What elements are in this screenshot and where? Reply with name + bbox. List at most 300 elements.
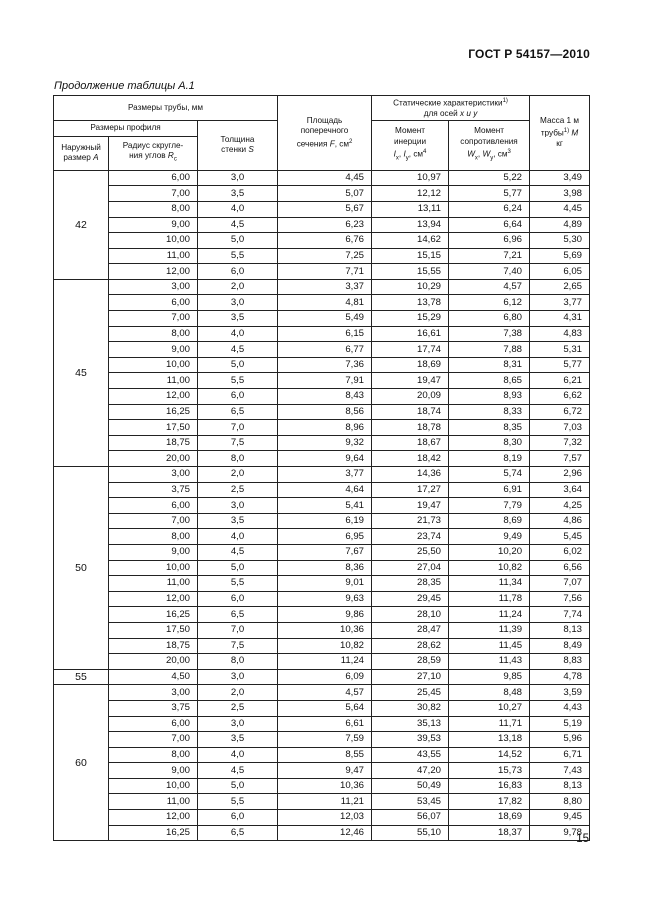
resistance-cell: 8,19 bbox=[449, 451, 530, 467]
inertia-cell: 18,74 bbox=[372, 404, 449, 420]
area-cell: 7,59 bbox=[278, 732, 372, 748]
inertia-cell: 56,07 bbox=[372, 810, 449, 826]
table-row bbox=[54, 685, 590, 701]
area-cell: 9,63 bbox=[278, 591, 372, 607]
radius-cell: 11,00 bbox=[109, 794, 198, 810]
inertia-cell: 23,74 bbox=[372, 529, 449, 545]
inertia-cell: 13,78 bbox=[372, 295, 449, 311]
header-corner-radius: Радиус скругле- ния углов $R_c$ bbox=[109, 136, 198, 170]
area-cell: 10,82 bbox=[278, 638, 372, 654]
table-row bbox=[54, 529, 590, 545]
wall-cell: 2,0 bbox=[198, 279, 278, 295]
wall-cell: 5,0 bbox=[198, 560, 278, 576]
resistance-cell: 18,69 bbox=[449, 810, 530, 826]
header-profile-sizes: Размеры профиля bbox=[54, 120, 198, 136]
table-row bbox=[54, 186, 590, 202]
area-cell: 8,36 bbox=[278, 560, 372, 576]
inertia-cell: 16,61 bbox=[372, 326, 449, 342]
radius-cell: 18,75 bbox=[109, 638, 198, 654]
area-cell: 6,76 bbox=[278, 233, 372, 249]
inertia-cell: 28,47 bbox=[372, 622, 449, 638]
table-row bbox=[54, 810, 590, 826]
inertia-cell: 53,45 bbox=[372, 794, 449, 810]
outer-size-cell: 55 bbox=[54, 669, 109, 685]
inertia-cell: 15,29 bbox=[372, 311, 449, 327]
table-row bbox=[54, 622, 590, 638]
header-pipe-sizes: Размеры трубы, мм bbox=[54, 96, 278, 121]
inertia-cell: 47,20 bbox=[372, 763, 449, 779]
radius-cell: 16,25 bbox=[109, 607, 198, 623]
wall-cell: 5,0 bbox=[198, 357, 278, 373]
resistance-cell: 10,20 bbox=[449, 544, 530, 560]
area-cell: 5,41 bbox=[278, 498, 372, 514]
wall-cell: 4,5 bbox=[198, 544, 278, 560]
table-row bbox=[54, 467, 590, 483]
radius-cell: 4,50 bbox=[109, 669, 198, 685]
resistance-cell: 11,24 bbox=[449, 607, 530, 623]
wall-cell: 6,0 bbox=[198, 264, 278, 280]
table-row bbox=[54, 248, 590, 264]
mass-cell: 4,78 bbox=[530, 669, 590, 685]
wall-cell: 4,5 bbox=[198, 763, 278, 779]
area-cell: 6,19 bbox=[278, 513, 372, 529]
resistance-cell: 16,83 bbox=[449, 778, 530, 794]
resistance-cell: 4,57 bbox=[449, 279, 530, 295]
area-cell: 3,77 bbox=[278, 467, 372, 483]
radius-cell: 3,00 bbox=[109, 467, 198, 483]
wall-cell: 8,0 bbox=[198, 654, 278, 670]
table-row bbox=[54, 420, 590, 436]
resistance-cell: 11,43 bbox=[449, 654, 530, 670]
table-row bbox=[54, 170, 590, 186]
resistance-cell: 8,69 bbox=[449, 513, 530, 529]
inertia-cell: 14,62 bbox=[372, 233, 449, 249]
wall-cell: 2,5 bbox=[198, 482, 278, 498]
radius-cell: 7,00 bbox=[109, 732, 198, 748]
resistance-cell: 11,39 bbox=[449, 622, 530, 638]
header-inertia: Момент инерции $I_x$, $I_y$, $см^4$ bbox=[372, 120, 449, 170]
inertia-cell: 20,09 bbox=[372, 389, 449, 405]
mass-cell: 5,31 bbox=[530, 342, 590, 358]
area-cell: 4,64 bbox=[278, 482, 372, 498]
mass-cell: 7,32 bbox=[530, 435, 590, 451]
mass-cell: 6,62 bbox=[530, 389, 590, 405]
radius-cell: 9,00 bbox=[109, 342, 198, 358]
wall-cell: 5,5 bbox=[198, 576, 278, 592]
wall-cell: 4,0 bbox=[198, 747, 278, 763]
inertia-cell: 19,47 bbox=[372, 498, 449, 514]
inertia-cell: 18,69 bbox=[372, 357, 449, 373]
radius-cell: 17,50 bbox=[109, 420, 198, 436]
inertia-cell: 15,55 bbox=[372, 264, 449, 280]
inertia-cell: 17,27 bbox=[372, 482, 449, 498]
inertia-cell: 43,55 bbox=[372, 747, 449, 763]
radius-cell: 7,00 bbox=[109, 311, 198, 327]
resistance-cell: 6,64 bbox=[449, 217, 530, 233]
mass-cell: 4,31 bbox=[530, 311, 590, 327]
table-row bbox=[54, 560, 590, 576]
area-cell: 7,67 bbox=[278, 544, 372, 560]
resistance-cell: 18,37 bbox=[449, 825, 530, 841]
inertia-cell: 13,94 bbox=[372, 217, 449, 233]
area-cell: 7,25 bbox=[278, 248, 372, 264]
radius-cell: 20,00 bbox=[109, 451, 198, 467]
inertia-cell: 25,45 bbox=[372, 685, 449, 701]
area-cell: 9,32 bbox=[278, 435, 372, 451]
table-row bbox=[54, 778, 590, 794]
inertia-cell: 29,45 bbox=[372, 591, 449, 607]
mass-cell: 7,03 bbox=[530, 420, 590, 436]
mass-cell: 7,43 bbox=[530, 763, 590, 779]
table-row bbox=[54, 357, 590, 373]
wall-cell: 4,5 bbox=[198, 217, 278, 233]
table-row bbox=[54, 482, 590, 498]
inertia-cell: 18,67 bbox=[372, 435, 449, 451]
table-row bbox=[54, 576, 590, 592]
table-row bbox=[54, 279, 590, 295]
wall-cell: 3,0 bbox=[198, 669, 278, 685]
mass-cell: 6,21 bbox=[530, 373, 590, 389]
area-cell: 6,61 bbox=[278, 716, 372, 732]
wall-cell: 3,5 bbox=[198, 732, 278, 748]
area-cell: 6,95 bbox=[278, 529, 372, 545]
mass-cell: 8,13 bbox=[530, 778, 590, 794]
mass-cell: 5,77 bbox=[530, 357, 590, 373]
resistance-cell: 6,91 bbox=[449, 482, 530, 498]
table-row bbox=[54, 716, 590, 732]
table-row bbox=[54, 669, 590, 685]
resistance-cell: 8,93 bbox=[449, 389, 530, 405]
table-row bbox=[54, 264, 590, 280]
area-cell: 8,43 bbox=[278, 389, 372, 405]
inertia-cell: 27,10 bbox=[372, 669, 449, 685]
inertia-cell: 19,47 bbox=[372, 373, 449, 389]
area-cell: 9,86 bbox=[278, 607, 372, 623]
wall-cell: 6,0 bbox=[198, 591, 278, 607]
resistance-cell: 7,40 bbox=[449, 264, 530, 280]
wall-cell: 3,5 bbox=[198, 311, 278, 327]
mass-cell: 5,69 bbox=[530, 248, 590, 264]
wall-cell: 7,0 bbox=[198, 622, 278, 638]
mass-cell: 6,72 bbox=[530, 404, 590, 420]
header-wall-thickness: Толщина стенки S bbox=[198, 120, 278, 170]
wall-cell: 3,5 bbox=[198, 186, 278, 202]
resistance-cell: 9,49 bbox=[449, 529, 530, 545]
wall-cell: 3,0 bbox=[198, 716, 278, 732]
table-row bbox=[54, 591, 590, 607]
resistance-cell: 11,45 bbox=[449, 638, 530, 654]
pipe-data-table bbox=[53, 95, 590, 841]
resistance-cell: 7,38 bbox=[449, 326, 530, 342]
table-row bbox=[54, 794, 590, 810]
inertia-cell: 28,59 bbox=[372, 654, 449, 670]
mass-cell: 4,86 bbox=[530, 513, 590, 529]
radius-cell: 3,75 bbox=[109, 482, 198, 498]
table-row bbox=[54, 825, 590, 841]
area-cell: 4,81 bbox=[278, 295, 372, 311]
table-row bbox=[54, 373, 590, 389]
radius-cell: 11,00 bbox=[109, 373, 198, 389]
radius-cell: 9,00 bbox=[109, 217, 198, 233]
inertia-cell: 27,04 bbox=[372, 560, 449, 576]
mass-cell: 6,56 bbox=[530, 560, 590, 576]
mass-cell: 5,45 bbox=[530, 529, 590, 545]
wall-cell: 4,0 bbox=[198, 326, 278, 342]
mass-cell: 6,71 bbox=[530, 747, 590, 763]
mass-cell: 6,05 bbox=[530, 264, 590, 280]
mass-cell: 3,77 bbox=[530, 295, 590, 311]
table-row bbox=[54, 404, 590, 420]
inertia-cell: 10,97 bbox=[372, 170, 449, 186]
table-row bbox=[54, 342, 590, 358]
area-cell: 7,36 bbox=[278, 357, 372, 373]
table-row bbox=[54, 389, 590, 405]
resistance-cell: 8,33 bbox=[449, 404, 530, 420]
wall-cell: 6,5 bbox=[198, 825, 278, 841]
outer-size-cell: 60 bbox=[54, 685, 109, 841]
radius-cell: 12,00 bbox=[109, 810, 198, 826]
resistance-cell: 8,31 bbox=[449, 357, 530, 373]
mass-cell: 4,89 bbox=[530, 217, 590, 233]
table-row bbox=[54, 638, 590, 654]
area-cell: 8,56 bbox=[278, 404, 372, 420]
radius-cell: 9,00 bbox=[109, 544, 198, 560]
table-row bbox=[54, 201, 590, 217]
resistance-cell: 7,88 bbox=[449, 342, 530, 358]
area-cell: 11,21 bbox=[278, 794, 372, 810]
mass-cell: 7,07 bbox=[530, 576, 590, 592]
radius-cell: 8,00 bbox=[109, 747, 198, 763]
area-cell: 9,64 bbox=[278, 451, 372, 467]
area-cell: 6,23 bbox=[278, 217, 372, 233]
radius-cell: 17,50 bbox=[109, 622, 198, 638]
resistance-cell: 9,85 bbox=[449, 669, 530, 685]
radius-cell: 3,00 bbox=[109, 685, 198, 701]
table-row bbox=[54, 435, 590, 451]
mass-cell: 9,45 bbox=[530, 810, 590, 826]
table-row bbox=[54, 233, 590, 249]
wall-cell: 3,0 bbox=[198, 498, 278, 514]
inertia-cell: 55,10 bbox=[372, 825, 449, 841]
wall-cell: 7,5 bbox=[198, 638, 278, 654]
wall-cell: 6,0 bbox=[198, 389, 278, 405]
wall-cell: 7,0 bbox=[198, 420, 278, 436]
wall-cell: 5,0 bbox=[198, 778, 278, 794]
table-row bbox=[54, 732, 590, 748]
area-cell: 8,96 bbox=[278, 420, 372, 436]
mass-cell: 7,56 bbox=[530, 591, 590, 607]
table-row bbox=[54, 513, 590, 529]
resistance-cell: 8,35 bbox=[449, 420, 530, 436]
area-cell: 5,67 bbox=[278, 201, 372, 217]
wall-cell: 3,0 bbox=[198, 295, 278, 311]
table-caption: Продолжение таблицы А.1 bbox=[54, 80, 195, 92]
resistance-cell: 11,34 bbox=[449, 576, 530, 592]
radius-cell: 8,00 bbox=[109, 529, 198, 545]
table-row bbox=[54, 498, 590, 514]
inertia-cell: 30,82 bbox=[372, 700, 449, 716]
table-row bbox=[54, 607, 590, 623]
inertia-cell: 17,74 bbox=[372, 342, 449, 358]
outer-size-cell: 42 bbox=[54, 170, 109, 279]
outer-size-cell: 50 bbox=[54, 467, 109, 670]
inertia-cell: 13,11 bbox=[372, 201, 449, 217]
mass-cell: 5,96 bbox=[530, 732, 590, 748]
resistance-cell: 6,24 bbox=[449, 201, 530, 217]
area-cell: 10,36 bbox=[278, 778, 372, 794]
radius-cell: 11,00 bbox=[109, 576, 198, 592]
radius-cell: 8,00 bbox=[109, 326, 198, 342]
area-cell: 4,57 bbox=[278, 685, 372, 701]
mass-cell: 5,30 bbox=[530, 233, 590, 249]
radius-cell: 6,00 bbox=[109, 170, 198, 186]
mass-cell: 9,78 bbox=[530, 825, 590, 841]
inertia-cell: 21,73 bbox=[372, 513, 449, 529]
wall-cell: 3,0 bbox=[198, 170, 278, 186]
area-cell: 6,77 bbox=[278, 342, 372, 358]
wall-cell: 5,0 bbox=[198, 233, 278, 249]
area-cell: 6,15 bbox=[278, 326, 372, 342]
mass-cell: 8,13 bbox=[530, 622, 590, 638]
radius-cell: 11,00 bbox=[109, 248, 198, 264]
area-cell: 9,01 bbox=[278, 576, 372, 592]
inertia-cell: 28,10 bbox=[372, 607, 449, 623]
wall-cell: 5,5 bbox=[198, 248, 278, 264]
wall-cell: 5,5 bbox=[198, 794, 278, 810]
radius-cell: 16,25 bbox=[109, 825, 198, 841]
resistance-cell: 8,65 bbox=[449, 373, 530, 389]
radius-cell: 3,75 bbox=[109, 700, 198, 716]
table-row bbox=[54, 217, 590, 233]
radius-cell: 6,00 bbox=[109, 295, 198, 311]
header-area: Площадь поперечного сечения F, $см^2$ bbox=[278, 96, 372, 171]
inertia-cell: 18,42 bbox=[372, 451, 449, 467]
inertia-cell: 18,78 bbox=[372, 420, 449, 436]
radius-cell: 10,00 bbox=[109, 778, 198, 794]
resistance-cell: 14,52 bbox=[449, 747, 530, 763]
radius-cell: 10,00 bbox=[109, 357, 198, 373]
table-row bbox=[54, 544, 590, 560]
area-cell: 3,37 bbox=[278, 279, 372, 295]
resistance-cell: 11,78 bbox=[449, 591, 530, 607]
mass-cell: 6,02 bbox=[530, 544, 590, 560]
radius-cell: 7,00 bbox=[109, 513, 198, 529]
mass-cell: 4,25 bbox=[530, 498, 590, 514]
mass-cell: 3,98 bbox=[530, 186, 590, 202]
inertia-cell: 14,36 bbox=[372, 467, 449, 483]
inertia-cell: 39,53 bbox=[372, 732, 449, 748]
area-cell: 7,71 bbox=[278, 264, 372, 280]
radius-cell: 6,00 bbox=[109, 716, 198, 732]
radius-cell: 12,00 bbox=[109, 389, 198, 405]
wall-cell: 2,0 bbox=[198, 467, 278, 483]
area-cell: 10,36 bbox=[278, 622, 372, 638]
mass-cell: 3,49 bbox=[530, 170, 590, 186]
area-cell: 6,09 bbox=[278, 669, 372, 685]
header-outer-size: Наружный размер A bbox=[54, 136, 109, 170]
area-cell: 5,49 bbox=[278, 311, 372, 327]
table-row bbox=[54, 451, 590, 467]
table-row bbox=[54, 326, 590, 342]
resistance-cell: 13,18 bbox=[449, 732, 530, 748]
area-cell: 11,24 bbox=[278, 654, 372, 670]
resistance-cell: 6,12 bbox=[449, 295, 530, 311]
resistance-cell: 7,79 bbox=[449, 498, 530, 514]
inertia-cell: 12,12 bbox=[372, 186, 449, 202]
wall-cell: 3,5 bbox=[198, 513, 278, 529]
area-cell: 8,55 bbox=[278, 747, 372, 763]
inertia-cell: 25,50 bbox=[372, 544, 449, 560]
mass-cell: 8,49 bbox=[530, 638, 590, 654]
mass-cell: 7,74 bbox=[530, 607, 590, 623]
mass-cell: 4,45 bbox=[530, 201, 590, 217]
inertia-cell: 10,29 bbox=[372, 279, 449, 295]
resistance-cell: 5,77 bbox=[449, 186, 530, 202]
wall-cell: 2,5 bbox=[198, 700, 278, 716]
table-row bbox=[54, 311, 590, 327]
radius-cell: 8,00 bbox=[109, 201, 198, 217]
inertia-cell: 35,13 bbox=[372, 716, 449, 732]
radius-cell: 3,00 bbox=[109, 279, 198, 295]
wall-cell: 7,5 bbox=[198, 435, 278, 451]
area-cell: 5,07 bbox=[278, 186, 372, 202]
wall-cell: 5,5 bbox=[198, 373, 278, 389]
mass-cell: 3,64 bbox=[530, 482, 590, 498]
wall-cell: 2,0 bbox=[198, 685, 278, 701]
mass-cell: 4,43 bbox=[530, 700, 590, 716]
resistance-cell: 10,82 bbox=[449, 560, 530, 576]
radius-cell: 7,00 bbox=[109, 186, 198, 202]
area-cell: 4,45 bbox=[278, 170, 372, 186]
resistance-cell: 8,30 bbox=[449, 435, 530, 451]
table-body bbox=[54, 170, 590, 841]
radius-cell: 10,00 bbox=[109, 233, 198, 249]
wall-cell: 6,0 bbox=[198, 810, 278, 826]
table-row bbox=[54, 700, 590, 716]
mass-cell: 3,59 bbox=[530, 685, 590, 701]
resistance-cell: 11,71 bbox=[449, 716, 530, 732]
resistance-cell: 17,82 bbox=[449, 794, 530, 810]
inertia-cell: 50,49 bbox=[372, 778, 449, 794]
wall-cell: 6,5 bbox=[198, 607, 278, 623]
outer-size-cell: 45 bbox=[54, 279, 109, 466]
header-mass: Масса 1 м трубы$^{1)}$ M кг bbox=[530, 96, 590, 171]
radius-cell: 12,00 bbox=[109, 264, 198, 280]
mass-cell: 5,19 bbox=[530, 716, 590, 732]
area-cell: 5,64 bbox=[278, 700, 372, 716]
wall-cell: 4,0 bbox=[198, 201, 278, 217]
mass-cell: 7,57 bbox=[530, 451, 590, 467]
resistance-cell: 6,80 bbox=[449, 311, 530, 327]
radius-cell: 20,00 bbox=[109, 654, 198, 670]
radius-cell: 6,00 bbox=[109, 498, 198, 514]
resistance-cell: 5,22 bbox=[449, 170, 530, 186]
radius-cell: 16,25 bbox=[109, 404, 198, 420]
wall-cell: 4,5 bbox=[198, 342, 278, 358]
resistance-cell: 10,27 bbox=[449, 700, 530, 716]
resistance-cell: 8,48 bbox=[449, 685, 530, 701]
table-row bbox=[54, 295, 590, 311]
radius-cell: 9,00 bbox=[109, 763, 198, 779]
document-id: ГОСТ Р 54157—2010 bbox=[468, 47, 590, 61]
mass-cell: 4,83 bbox=[530, 326, 590, 342]
inertia-cell: 28,35 bbox=[372, 576, 449, 592]
mass-cell: 8,83 bbox=[530, 654, 590, 670]
wall-cell: 8,0 bbox=[198, 451, 278, 467]
header-resistance: Момент сопротивления $W_x$, $W_y$, $см^3$ bbox=[449, 120, 530, 170]
area-cell: 7,91 bbox=[278, 373, 372, 389]
inertia-cell: 28,62 bbox=[372, 638, 449, 654]
